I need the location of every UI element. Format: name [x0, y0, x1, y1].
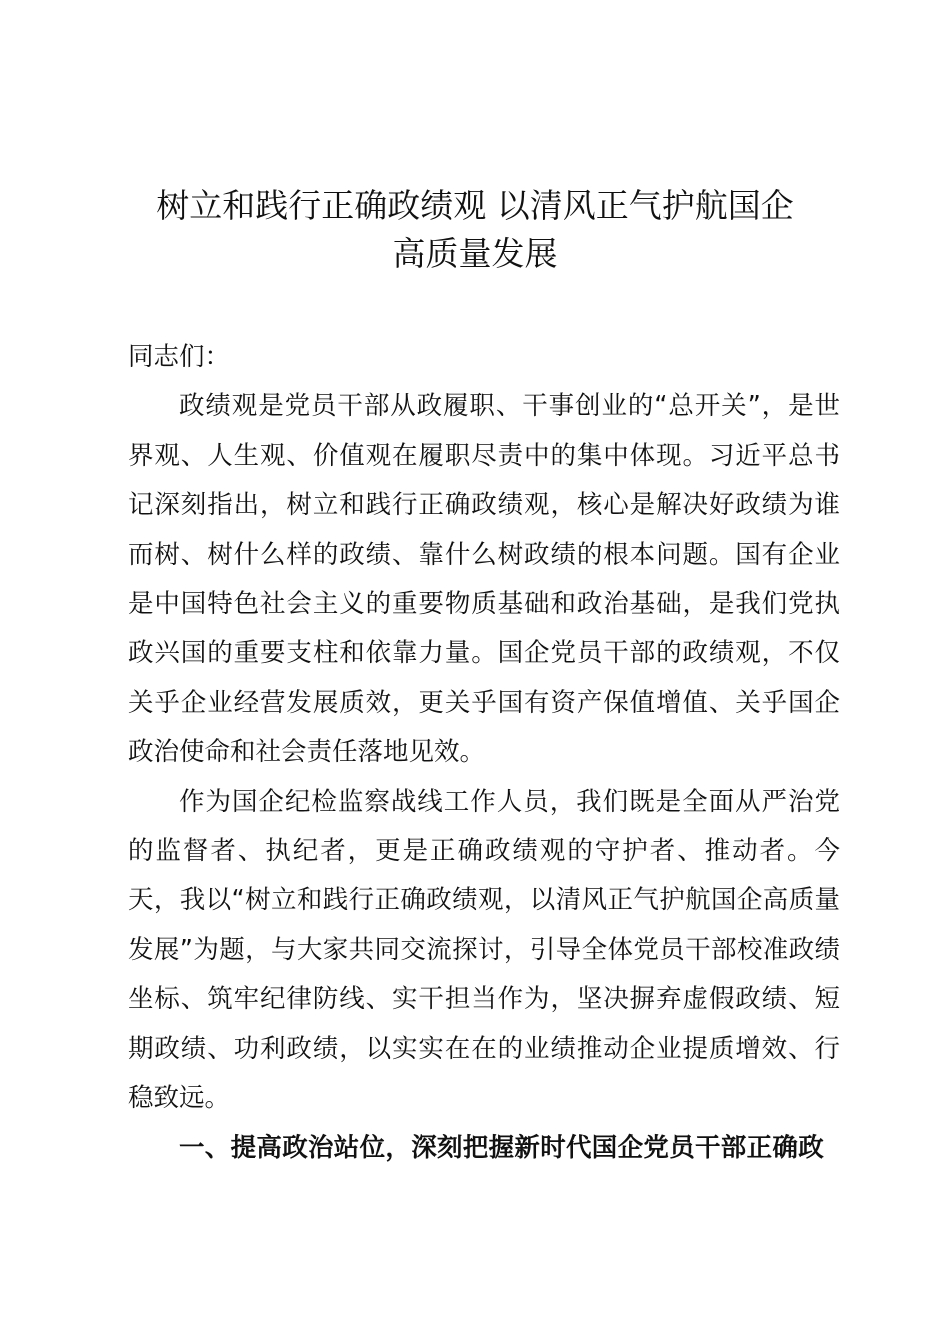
section-heading-1: 一、提高政治站位，深刻把握新时代国企党员干部正确政	[179, 1132, 825, 1163]
document-title	[110, 182, 840, 278]
title-line-1: 树立和践行正确政绩观 以清风正气护航国企	[156, 186, 794, 225]
salutation: 同志们：	[128, 342, 231, 372]
paragraph-2: 作为国企纪检监察战线工作人员，我们既是全面从严治党的监督者、执纪者，更是正确政绩观的守护者、推动者。今天，我以“树立和践行正确政绩观，以清风正气护航国企高质量发展”为题，与大家共同交流探讨，引导全体党员干部校准政绩坐标、筑牢纪律防线、实干担当作为，坚决摒弃虚假政绩、短期政绩、功利政绩，以实实在在的业绩推动企业提质增效、行稳致远。	[128, 786, 840, 1114]
title-line-2: 高质量发展	[392, 234, 558, 273]
paragraph-1: 政绩观是党员干部从政履职、干事创业的“总开关”，是世界观、人生观、价值观在履职尽责中的集中体现。习近平总书记深刻指出，树立和践行正确政绩观，核心是解决好政绩为谁而树、树什么样的政绩、靠什么树政绩的根本问题。国有企业是中国特色社会主义的重要物质基础和政治基础，是我们党执政兴国的重要支柱和依靠力量。国企党员干部的政绩观，不仅关乎企业经营发展质效，更关乎国有资产保值增值、关乎国企政治使命和社会责任落地见效。	[128, 391, 840, 768]
document-body	[128, 333, 840, 1173]
